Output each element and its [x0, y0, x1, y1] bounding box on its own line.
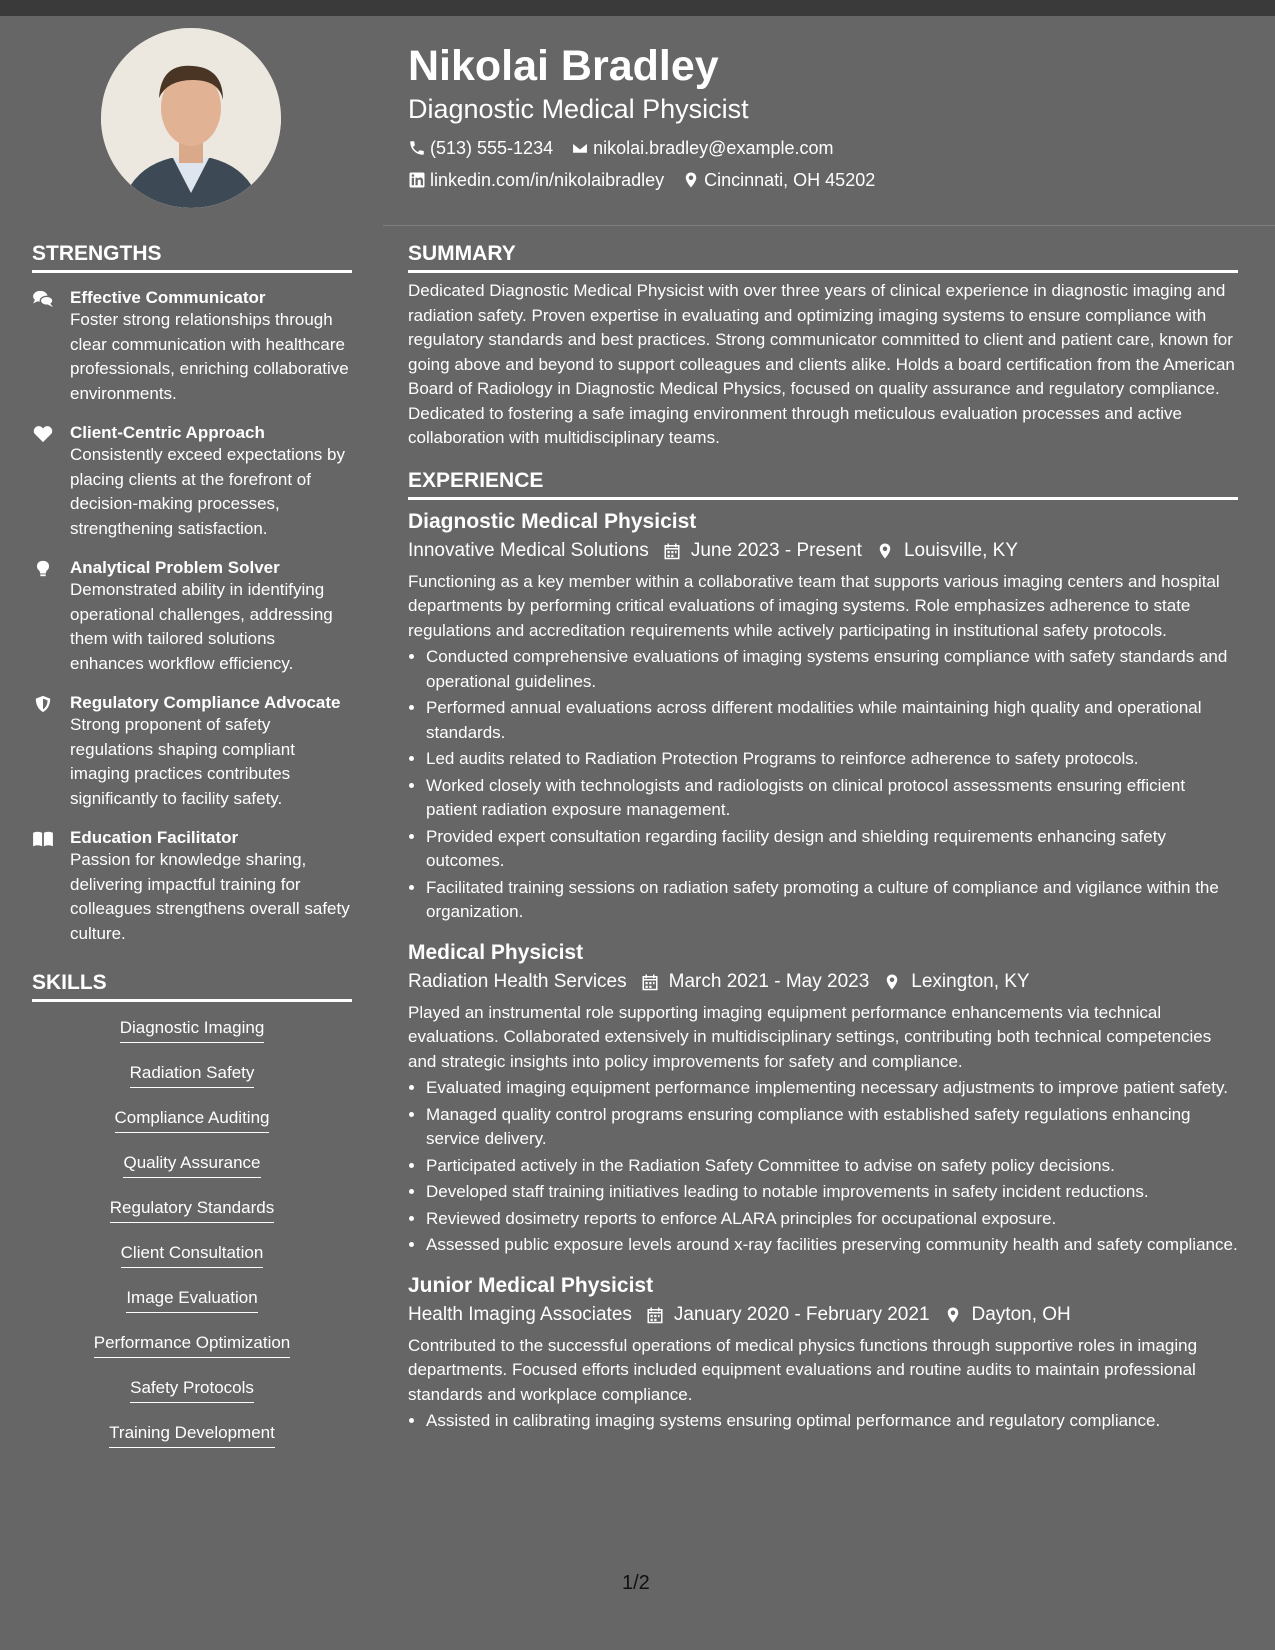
strength-desc: Foster strong relationships through clear communication with healthcare professionals, enriching collaborative environments.: [70, 310, 349, 403]
shield-icon: [32, 695, 54, 713]
job-description: Played an instrumental role supporting imaging equipment performance enhancements via technical evaluations. Collaborated extensively in multidisciplinary settings, contributing both technical competencies and strategic insights into policy improvements for safety and compliance.: [408, 1002, 1212, 1071]
job-entry: [408, 508, 1238, 925]
email-text[interactable]: nikolai.bradley@example.com: [593, 138, 834, 158]
linkedin-text[interactable]: linkedin.com/in/nikolaibradley: [430, 170, 665, 190]
skill-item: [32, 1107, 352, 1133]
bullet-item: • Performed annual evaluations across different modalities while maintaining high quality and operational standards.: [426, 696, 1238, 745]
job-bullets: [408, 1409, 1238, 1434]
location-contact: [682, 164, 875, 196]
skill-label: Client Consultation: [121, 1242, 264, 1268]
calendar-icon: [663, 542, 681, 560]
skill-item: [32, 1332, 352, 1358]
bullet-item: • Facilitated training sessions on radiation safety promoting a culture of compliance and vigilance within the organization.: [426, 876, 1238, 925]
book-icon: [32, 830, 54, 848]
skill-item: [32, 1197, 352, 1223]
job-meta: [408, 967, 1238, 997]
location-text: Cincinnati, OH 45202: [704, 170, 876, 190]
skill-label: Performance Optimization: [94, 1332, 291, 1358]
candidate-title: Diagnostic Medical Physicist: [408, 94, 749, 124]
bullet-item: • Conducted comprehensive evaluations of imaging systems ensuring compliance with safety standards and operational guidelines.: [426, 645, 1238, 694]
main-content: [408, 240, 1238, 1436]
skill-label: Diagnostic Imaging: [120, 1017, 265, 1043]
strength-title: Analytical Problem Solver: [70, 558, 280, 577]
job-title: Medical Physicist: [408, 940, 584, 964]
strength-item: [32, 827, 352, 946]
bullet-item: • Led audits related to Radiation Protection Programs to reinforce adherence to safety protocols.: [426, 747, 1238, 772]
bullet-item: • Managed quality control programs ensuring compliance with established safety regulations enhancing service delivery.: [426, 1103, 1238, 1152]
phone-icon: [408, 139, 426, 157]
strength-item: [32, 422, 352, 541]
person-portrait-icon: [101, 28, 281, 208]
calendar-icon: [646, 1306, 664, 1324]
skill-label: Safety Protocols: [130, 1377, 254, 1403]
summary-heading: SUMMARY: [408, 240, 1238, 273]
skill-item: [32, 1152, 352, 1178]
bullet-item: • Worked closely with technologists and radiologists on clinical protocol assessments ensuring efficient patient radiation exposure management.: [426, 774, 1238, 823]
job-location: Dayton, OH: [971, 1303, 1071, 1325]
bullet-item: • Assisted in calibrating imaging systems ensuring optimal performance and regulatory compliance.: [426, 1409, 1238, 1434]
job-entry: [408, 939, 1238, 1258]
job-company: Health Imaging Associates: [408, 1303, 632, 1325]
skill-label: Radiation Safety: [130, 1062, 255, 1088]
strength-title: Client-Centric Approach: [70, 423, 265, 442]
sidebar: [32, 240, 352, 1467]
bullet-item: • Evaluated imaging equipment performance implementing necessary adjustments to improve patient safety.: [426, 1076, 1238, 1101]
lightbulb-icon: [32, 560, 54, 578]
email-contact[interactable]: [571, 132, 833, 164]
job-entry: [408, 1272, 1238, 1434]
strengths-list: [32, 287, 352, 946]
skill-item: [32, 1287, 352, 1313]
job-dates: January 2020 - February 2021: [673, 1303, 930, 1325]
strength-title: Education Facilitator: [70, 828, 239, 847]
map-pin-icon: [876, 542, 894, 560]
summary-text: Dedicated Diagnostic Medical Physicist with over three years of clinical experience in diagnostic imaging and radiation safety. Proven expertise in evaluating and optimizing imaging systems to ensure compliance with regulatory standards and best practices. Strong communicator committed to client and patient care, known for going above and beyond to support colleagues and clients alike. Holds a board certification from the American Board of Radiology in Diagnostic Medical Physics, focused on quality assurance and regulatory compliance. Dedicated to fostering a safe imaging environment through meticulous evaluation processes and active collaboration with multidisciplinary teams.: [408, 281, 1235, 447]
linkedin-contact[interactable]: [408, 164, 664, 196]
job-bullets: [408, 1076, 1238, 1258]
job-description: Functioning as a key member within a collaborative team that supports various imaging centers and hospital departments by performing critical evaluations of imaging systems. Role emphasizes adherence to state regulations and accreditation requirements while actively participating in institutional safety protocols.: [408, 571, 1220, 640]
envelope-icon: [571, 139, 589, 157]
job-company: Innovative Medical Solutions: [408, 539, 649, 561]
phone-contact: [408, 132, 553, 164]
strength-item: [32, 287, 352, 406]
resume-header: [408, 40, 1238, 196]
strength-item: [32, 557, 352, 676]
skill-item: [32, 1422, 352, 1448]
skill-label: Regulatory Standards: [110, 1197, 274, 1223]
strengths-heading: STRENGTHS: [32, 240, 352, 273]
comments-icon: [32, 290, 54, 308]
skills-heading: SKILLS: [32, 969, 352, 1002]
skill-label: Training Development: [109, 1422, 275, 1448]
contact-row-2: [408, 164, 1238, 196]
bullet-item: • Participated actively in the Radiation Safety Committee to advise on safety policy decisions.: [426, 1154, 1238, 1179]
page-number: 1/2: [622, 1572, 650, 1594]
job-bullets: [408, 645, 1238, 925]
job-meta: [408, 536, 1238, 566]
top-bar: [0, 0, 1275, 16]
job-dates: March 2021 - May 2023: [668, 970, 870, 992]
heart-icon: [32, 425, 54, 443]
profile-photo: [101, 28, 281, 208]
job-company: Radiation Health Services: [408, 970, 627, 992]
map-pin-icon: [944, 1306, 962, 1324]
bullet-item: • Developed staff training initiatives leading to notable improvements in safety incident reductions.: [426, 1180, 1238, 1205]
skill-label: Image Evaluation: [126, 1287, 257, 1313]
contact-row-1: [408, 132, 1238, 164]
job-location: Louisville, KY: [903, 539, 1018, 561]
job-description: Contributed to the successful operations of medical physics functions through supportive roles in imaging departments. Focused efforts included equipment evaluations and routine audits to maintain professional standards and workplace compliance.: [408, 1335, 1198, 1404]
bullet-item: • Assessed public exposure levels around x-ray facilities preserving community health and safety compliance.: [426, 1233, 1238, 1258]
strength-item: [32, 692, 352, 811]
strength-desc: Strong proponent of safety regulations shaping compliant imaging practices contributes significantly to facility safety.: [70, 715, 295, 808]
linkedin-icon: [408, 171, 426, 189]
calendar-icon: [641, 973, 659, 991]
strength-title: Effective Communicator: [70, 288, 266, 307]
strength-title: Regulatory Compliance Advocate: [70, 693, 341, 712]
header-divider: [383, 225, 1275, 226]
skill-item: [32, 1242, 352, 1268]
job-title: Junior Medical Physicist: [408, 1273, 654, 1297]
map-pin-icon: [883, 973, 901, 991]
bullet-item: • Provided expert consultation regarding facility design and shielding requirements enhancing safety outcomes.: [426, 825, 1238, 874]
strength-desc: Passion for knowledge sharing, delivering impactful training for colleagues strengthens overall safety culture.: [70, 850, 350, 943]
job-dates: June 2023 - Present: [690, 539, 862, 561]
skill-item: [32, 1377, 352, 1403]
skill-item: [32, 1062, 352, 1088]
job-meta: [408, 1300, 1238, 1330]
candidate-name: Nikolai Bradley: [408, 42, 719, 90]
map-pin-icon: [682, 171, 700, 189]
strength-desc: Consistently exceed expectations by placing clients at the forefront of decision-making processes, strengthening satisfaction.: [70, 445, 345, 538]
experience-heading: EXPERIENCE: [408, 467, 1238, 500]
job-title: Diagnostic Medical Physicist: [408, 509, 697, 533]
strength-desc: Demonstrated ability in identifying operational challenges, addressing them with tailored solutions enhances workflow efficiency.: [70, 580, 333, 673]
job-location: Lexington, KY: [911, 970, 1030, 992]
skill-item: [32, 1017, 352, 1043]
skills-list: [32, 1017, 352, 1448]
skill-label: Compliance Auditing: [115, 1107, 270, 1133]
bullet-item: • Reviewed dosimetry reports to enforce ALARA principles for occupational exposure.: [426, 1207, 1238, 1232]
phone-text: (513) 555-1234: [430, 138, 554, 158]
skill-label: Quality Assurance: [123, 1152, 260, 1178]
